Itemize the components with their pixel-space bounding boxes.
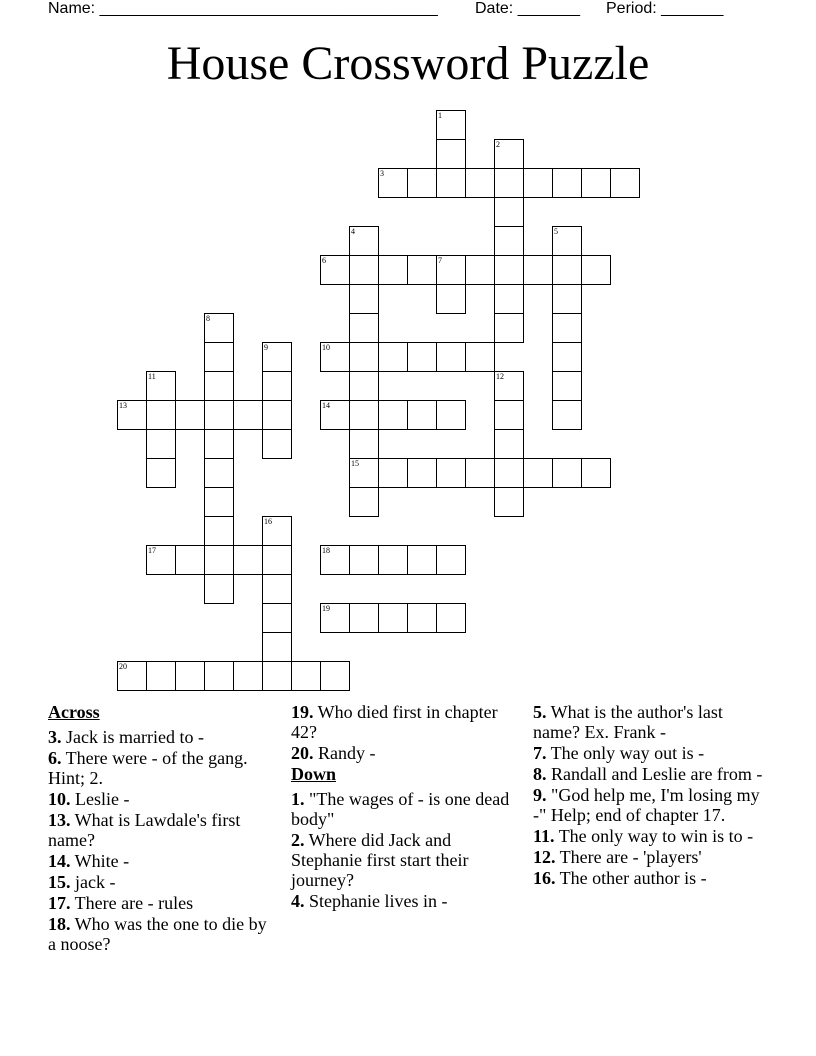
across-heading: Across — [48, 702, 100, 722]
clue-text: Who died first in chapter 42? — [291, 702, 498, 742]
across-clue — [48, 893, 268, 913]
clues-column-3 — [533, 702, 763, 889]
clue-text: There were - of the gang. Hint; 2. — [48, 748, 248, 788]
clue-number: 6 — [322, 256, 326, 265]
clues-column-1 — [48, 702, 268, 955]
crossword-cell[interactable] — [494, 139, 524, 169]
clue-number-label: 12. — [533, 847, 556, 867]
clue-text: Who was the one to die by a noose? — [48, 914, 267, 954]
date-field[interactable]: Date: _______ — [475, 0, 580, 17]
crossword-cell[interactable] — [204, 516, 234, 546]
crossword-cell[interactable] — [117, 400, 147, 430]
across-clue — [291, 702, 511, 742]
crossword-cell[interactable] — [378, 603, 408, 633]
clue-number-label: 16. — [533, 868, 556, 888]
clue-text: The only way to win is to - — [554, 826, 754, 846]
crossword-cell[interactable] — [494, 284, 524, 314]
crossword-cell[interactable] — [552, 400, 582, 430]
crossword-cell[interactable] — [349, 255, 379, 285]
crossword-cell[interactable] — [204, 574, 234, 604]
crossword-cell[interactable] — [204, 487, 234, 517]
crossword-cell[interactable] — [262, 603, 292, 633]
clue-number: 18 — [322, 546, 330, 555]
crossword-cell[interactable] — [407, 342, 437, 372]
crossword-cell[interactable] — [378, 342, 408, 372]
name-field[interactable]: Name: ______________________________________ — [48, 0, 438, 17]
clue-number: 5 — [554, 227, 558, 236]
clue-number: 12 — [496, 372, 504, 381]
crossword-cell[interactable] — [436, 110, 466, 140]
crossword-cell[interactable] — [407, 255, 437, 285]
crossword-cell[interactable] — [552, 168, 582, 198]
across-clue — [48, 872, 268, 892]
crossword-cell[interactable] — [204, 545, 234, 575]
crossword-cell[interactable] — [146, 458, 176, 488]
clue-text: There are - 'players' — [555, 847, 702, 867]
clue-text: "God help me, I'm losing my -" Help; end of chapter 17. — [533, 785, 760, 825]
crossword-cell[interactable] — [523, 255, 553, 285]
clue-number-label: 3. — [48, 727, 62, 747]
clue-number: 11 — [148, 372, 156, 381]
clue-number-label: 1. — [291, 789, 305, 809]
clue-number-label: 5. — [533, 702, 547, 722]
clue-number: 16 — [264, 517, 272, 526]
crossword-cell[interactable] — [262, 371, 292, 401]
clue-text: Randall and Leslie are from - — [546, 764, 763, 784]
down-clue — [291, 789, 511, 829]
crossword-cell[interactable] — [610, 168, 640, 198]
crossword-cell[interactable] — [436, 255, 466, 285]
crossword-cell[interactable] — [378, 458, 408, 488]
period-field[interactable]: Period: _______ — [606, 0, 724, 17]
crossword-cell[interactable] — [262, 661, 292, 691]
crossword-cell[interactable] — [320, 400, 350, 430]
down-clue — [533, 826, 763, 846]
crossword-cell[interactable] — [436, 400, 466, 430]
clue-number-label: 8. — [533, 764, 547, 784]
crossword-cell[interactable] — [262, 342, 292, 372]
clue-number: 1 — [438, 111, 442, 120]
crossword-cell[interactable] — [349, 603, 379, 633]
down-clue — [291, 891, 511, 911]
crossword-cell[interactable] — [378, 545, 408, 575]
across-clue — [48, 789, 268, 809]
crossword-cell[interactable] — [146, 400, 176, 430]
clue-number: 15 — [351, 459, 359, 468]
down-clue — [533, 868, 763, 888]
crossword-cell[interactable] — [436, 545, 466, 575]
down-clue — [291, 830, 511, 890]
across-clue — [48, 810, 268, 850]
down-clue — [533, 764, 763, 784]
crossword-cell[interactable] — [320, 342, 350, 372]
crossword-cell[interactable] — [407, 603, 437, 633]
clue-number-label: 10. — [48, 789, 71, 809]
crossword-cell[interactable] — [146, 661, 176, 691]
crossword-cell[interactable] — [262, 632, 292, 662]
crossword-cell[interactable] — [146, 371, 176, 401]
crossword-cell[interactable] — [494, 429, 524, 459]
clue-number: 13 — [119, 401, 127, 410]
crossword-cell[interactable] — [117, 661, 147, 691]
crossword-cell[interactable] — [349, 545, 379, 575]
crossword-cell[interactable] — [407, 458, 437, 488]
clue-number: 2 — [496, 140, 500, 149]
crossword-cell[interactable] — [262, 516, 292, 546]
crossword-cell[interactable] — [204, 429, 234, 459]
across-clue — [48, 727, 268, 747]
crossword-cell[interactable] — [262, 574, 292, 604]
crossword-cell[interactable] — [407, 168, 437, 198]
crossword-cell[interactable] — [552, 342, 582, 372]
clue-number-label: 9. — [533, 785, 547, 805]
clue-number-label: 17. — [48, 893, 71, 913]
crossword-cell[interactable] — [465, 342, 495, 372]
crossword-cell[interactable] — [204, 400, 234, 430]
crossword-cell[interactable] — [349, 313, 379, 343]
crossword-cell[interactable] — [349, 487, 379, 517]
clue-text: White - — [70, 851, 130, 871]
crossword-cell[interactable] — [581, 458, 611, 488]
crossword-cell[interactable] — [494, 197, 524, 227]
clue-text: There are - rules — [70, 893, 194, 913]
clue-number: 14 — [322, 401, 330, 410]
clue-number: 10 — [322, 343, 330, 352]
clue-number-label: 14. — [48, 851, 71, 871]
clue-number-label: 13. — [48, 810, 71, 830]
clue-number: 19 — [322, 604, 330, 613]
crossword-cell[interactable] — [378, 168, 408, 198]
crossword-cell[interactable] — [146, 429, 176, 459]
clue-number-label: 7. — [533, 743, 547, 763]
crossword-cell[interactable] — [465, 168, 495, 198]
crossword-cell[interactable] — [436, 284, 466, 314]
clue-text: Stephanie lives in - — [304, 891, 448, 911]
crossword-cell[interactable] — [436, 603, 466, 633]
clue-number: 9 — [264, 343, 268, 352]
crossword-cell[interactable] — [494, 226, 524, 256]
clue-number-label: 18. — [48, 914, 71, 934]
crossword-cell[interactable] — [349, 284, 379, 314]
crossword-cell[interactable] — [494, 313, 524, 343]
crossword-cell[interactable] — [175, 400, 205, 430]
crossword-cell[interactable] — [523, 458, 553, 488]
crossword-cell[interactable] — [552, 371, 582, 401]
clue-number: 8 — [206, 314, 210, 323]
crossword-cell[interactable] — [552, 458, 582, 488]
crossword-cell[interactable] — [320, 661, 350, 691]
clue-number: 7 — [438, 256, 442, 265]
clue-number: 3 — [380, 169, 384, 178]
crossword-cell[interactable] — [349, 400, 379, 430]
crossword-cell[interactable] — [494, 371, 524, 401]
crossword-cell[interactable] — [407, 545, 437, 575]
crossword-cell[interactable] — [581, 168, 611, 198]
clue-text: Jack is married to - — [61, 727, 204, 747]
clue-text: "The wages of - is one dead body" — [291, 789, 510, 829]
crossword-cell[interactable] — [204, 371, 234, 401]
crossword-cell[interactable] — [320, 255, 350, 285]
crossword-cell[interactable] — [494, 255, 524, 285]
crossword-cell[interactable] — [378, 255, 408, 285]
crossword-cell[interactable] — [523, 168, 553, 198]
crossword-cell[interactable] — [233, 400, 263, 430]
clue-text: What is Lawdale's first name? — [48, 810, 241, 850]
clue-number: 4 — [351, 227, 355, 236]
across-clue — [48, 851, 268, 871]
page-title: House Crossword Puzzle — [166, 37, 650, 90]
crossword-cell[interactable] — [204, 661, 234, 691]
crossword-cell[interactable] — [465, 255, 495, 285]
clue-text: What is the author's last name? Ex. Frank - — [533, 702, 723, 742]
crossword-cell[interactable] — [465, 458, 495, 488]
crossword-cell[interactable] — [233, 545, 263, 575]
clue-number-label: 4. — [291, 891, 305, 911]
crossword-cell[interactable] — [552, 255, 582, 285]
crossword-cell[interactable] — [349, 342, 379, 372]
across-clue — [291, 743, 511, 763]
clue-number: 17 — [148, 546, 156, 555]
crossword-cell[interactable] — [552, 284, 582, 314]
crossword-cell[interactable] — [436, 168, 466, 198]
crossword-cell[interactable] — [494, 168, 524, 198]
clue-number-label: 11. — [533, 826, 555, 846]
clues-column-2 — [291, 702, 511, 912]
across-clue — [48, 914, 268, 954]
clue-number-label: 2. — [291, 830, 305, 850]
down-clue — [533, 702, 763, 742]
crossword-cell[interactable] — [146, 545, 176, 575]
crossword-cell[interactable] — [262, 429, 292, 459]
crossword-cell[interactable] — [436, 458, 466, 488]
crossword-cell[interactable] — [349, 371, 379, 401]
crossword-cell[interactable] — [320, 545, 350, 575]
down-clue — [533, 785, 763, 825]
crossword-cell[interactable] — [349, 458, 379, 488]
crossword-cell[interactable] — [204, 313, 234, 343]
crossword-cell[interactable] — [349, 429, 379, 459]
clue-text: Where did Jack and Stephanie first start their journey? — [291, 830, 469, 890]
crossword-cell[interactable] — [320, 603, 350, 633]
crossword-cell[interactable] — [581, 255, 611, 285]
crossword-cell[interactable] — [552, 313, 582, 343]
clue-text: Leslie - — [70, 789, 130, 809]
clue-text: Randy - — [313, 743, 376, 763]
clue-text: The only way out is - — [546, 743, 705, 763]
clue-number-label: 20. — [291, 743, 314, 763]
clue-number: 20 — [119, 662, 127, 671]
clue-text: jack - — [70, 872, 116, 892]
crossword-cell[interactable] — [262, 545, 292, 575]
across-clue — [48, 748, 268, 788]
down-clue — [533, 743, 763, 763]
crossword-cell[interactable] — [204, 342, 234, 372]
crossword-cell[interactable] — [291, 661, 321, 691]
crossword-cell[interactable] — [552, 226, 582, 256]
crossword-cell[interactable] — [407, 400, 437, 430]
down-heading: Down — [291, 764, 337, 784]
clue-number-label: 6. — [48, 748, 62, 768]
clue-number-label: 15. — [48, 872, 71, 892]
crossword-cell[interactable] — [436, 139, 466, 169]
crossword-cell[interactable] — [436, 342, 466, 372]
crossword-cell[interactable] — [175, 545, 205, 575]
crossword-cell[interactable] — [494, 487, 524, 517]
clue-text: The other author is - — [555, 868, 707, 888]
crossword-cell[interactable] — [349, 226, 379, 256]
down-clue — [533, 847, 763, 867]
crossword-cell[interactable] — [494, 400, 524, 430]
crossword-cell[interactable] — [494, 458, 524, 488]
clue-number-label: 19. — [291, 702, 314, 722]
crossword-cell[interactable] — [262, 400, 292, 430]
crossword-cell[interactable] — [204, 458, 234, 488]
crossword-cell[interactable] — [378, 400, 408, 430]
crossword-cell[interactable] — [175, 661, 205, 691]
crossword-cell[interactable] — [233, 661, 263, 691]
